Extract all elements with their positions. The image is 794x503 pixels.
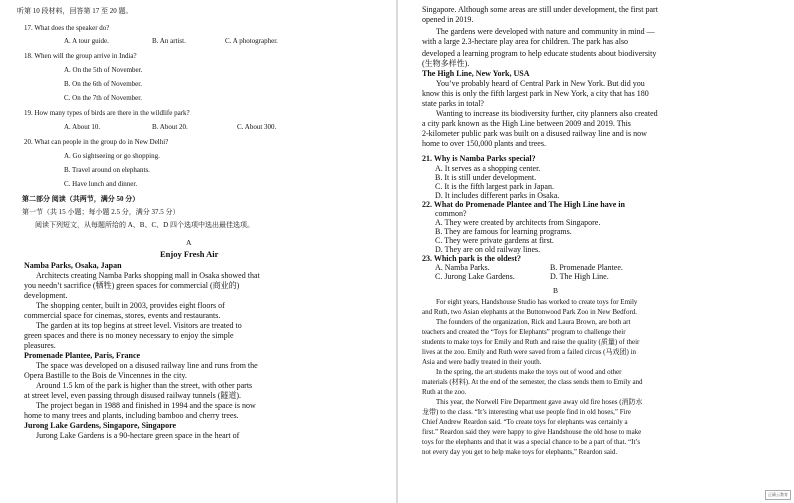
right-text-line: B. They are famous for learning programs. xyxy=(435,227,572,236)
right-text-line: B xyxy=(553,286,559,295)
left-text-line: C. About 300. xyxy=(237,123,277,131)
left-text-line: A xyxy=(186,238,192,247)
right-text-line: materials (材料). At the end of the semester, the class sends them to Emily and xyxy=(422,378,643,386)
right-text-line: This year, the Norwell Fire Department gave away old fire hoses (消防水 xyxy=(436,398,643,406)
right-text-line: The gardens were developed with nature and community in mind — xyxy=(436,27,655,36)
right-text-line: Chief Andrew Reardon said. “To create toys for elephants was certainly a xyxy=(422,418,628,426)
right-text-line: with a large 2.3-hectare play area for children. The park has also xyxy=(422,37,629,46)
left-text-line: Enjoy Fresh Air xyxy=(160,249,219,259)
right-text-line: toys for the elephants and that it was a special chance to be a part of that. “It’s xyxy=(422,438,641,446)
left-text-line: 第一节（共 15 小题；每小题 2.5 分，满分 37.5 分） xyxy=(22,208,180,216)
left-text-line: 20. What can people in the group do in New Delhi? xyxy=(24,138,169,146)
right-text-line: D. The High Line. xyxy=(550,272,609,281)
right-text-line: B. It is still under development. xyxy=(435,173,537,182)
left-text-line: 听第 10 段材料，回答第 17 至 20 题。 xyxy=(17,7,133,15)
left-text-line: A. About 10. xyxy=(64,123,101,131)
right-text-line: and Ruth, two Asian elephants at the Buttonwood Park Zoo in New Bedford. xyxy=(422,308,638,316)
right-text-line: C. They were private gardens at first. xyxy=(435,236,554,245)
left-text-line: C. A photographer. xyxy=(225,37,278,45)
left-text-line: A. Go sightseeing or go shopping. xyxy=(64,152,160,160)
left-text-line: green spaces and there is no money necessary to enjoy the simple xyxy=(24,331,234,340)
right-text-line: C. It is the fifth largest park in Japan. xyxy=(435,182,554,191)
page-gutter xyxy=(396,0,398,503)
left-text-line: you needn’t sacrifice (牺牲) green spaces for commercial (商业的) xyxy=(24,281,240,290)
right-text-line: D. They are on old railway lines. xyxy=(435,245,541,254)
right-text-line: In the spring, the art students make the toys out of wood and other xyxy=(436,368,622,376)
right-text-line: opened in 2019. xyxy=(422,15,474,24)
right-text-line: 21. Why is Namba Parks special? xyxy=(422,154,536,163)
right-text-line: A. Namba Parks. xyxy=(435,263,490,272)
right-text-line: C. Jurong Lake Gardens. xyxy=(435,272,515,281)
left-text-line: Promenade Plantee, Paris, France xyxy=(24,351,141,360)
right-text-line: know this is only the fifth largest park in New York, a city that has 180 xyxy=(422,89,649,98)
right-text-line: a city park known as the High Line between 2009 and 2019. This xyxy=(422,119,631,128)
left-text-line: 18. When will the group arrive in India? xyxy=(24,52,137,60)
left-text-line: B. An artist. xyxy=(152,37,186,45)
watermark-logo: 正确云教育 xyxy=(765,490,791,500)
right-text-line: Ruth at the zoo. xyxy=(422,388,467,396)
right-text-line: home to over 150,000 plants and trees. xyxy=(422,139,546,148)
right-text-line: For eight years, Handshouse Studio has worked to create toys for Emily xyxy=(436,298,638,306)
right-text-line: 22. What do Promenade Plantee and The High Line have in xyxy=(422,200,625,209)
right-text-line: teachers and created the “Toys for Elephants” program to challenge their xyxy=(422,328,626,336)
left-text-line: B. About 20. xyxy=(152,123,188,131)
left-text-line: The shopping center, built in 2003, provides eight floors of xyxy=(36,301,225,310)
right-text-line: You’ve probably heard of Central Park in New York. But did you xyxy=(436,79,645,88)
right-text-line: The founders of the organization, Rick and Laura Brown, are both art xyxy=(436,318,631,326)
left-text-line: Around 1.5 km of the park is higher than the street, with other parts xyxy=(36,381,253,390)
left-text-line: The project began in 1988 and finished in 1994 and the space is now xyxy=(36,401,256,410)
left-text-line: 第二部分 阅读（共两节，满分 50 分） xyxy=(22,195,140,203)
left-text-line: 19. How many types of birds are there in the wildlife park? xyxy=(24,109,190,117)
left-text-line: pleasures. xyxy=(24,341,56,350)
left-text-line: 17. What does the speaker do? xyxy=(24,24,110,32)
right-text-line: first.” Reardon said they were happy to give Handshouse the old hose to make xyxy=(422,428,642,436)
right-text-line: students to make toys for Emily and Ruth and raise the quality (质量) of their xyxy=(422,338,640,346)
right-text-line: lives at the zoo. Emily and Ruth were saved from a failed circus (马戏团) in xyxy=(422,348,637,356)
right-text-line: state parks in total? xyxy=(422,99,484,108)
left-text-line: B. Travel around on elephants. xyxy=(64,166,150,174)
left-text-line: C. Have lunch and dinner. xyxy=(64,180,138,188)
right-text-line: Singapore. Although some areas are still under development, the first part xyxy=(422,5,658,14)
left-text-line: Opera Bastille to the Bois de Vincennes in the city. xyxy=(24,371,187,380)
right-text-line: common? xyxy=(435,209,467,218)
right-text-line: (生物多样性). xyxy=(422,59,470,68)
right-text-line: B. Promenade Plantee. xyxy=(550,263,623,272)
left-text-line: home to many trees and plants, including bamboo and cherry trees. xyxy=(24,411,239,420)
left-text-line: The garden at its top begins at street level. Visitors are treated to xyxy=(36,321,242,330)
right-text-line: A. It serves as a shopping center. xyxy=(435,164,541,173)
right-text-line: not every day you get to help make toys for elephants,” Reardon said. xyxy=(422,448,618,456)
right-text-line: D. It includes different parks in Osaka. xyxy=(435,191,560,200)
left-text-line: commercial space for cinemas, stores, events and restaurants. xyxy=(24,311,221,320)
right-text-line: 2-kilometer public park was built on a disused railway line and is now xyxy=(422,129,647,138)
right-text-line: A. They were created by architects from Singapore. xyxy=(435,218,601,227)
right-text-line: The High Line, New York, USA xyxy=(422,69,530,78)
right-text-line: Wanting to increase its biodiversity further, city planners also created xyxy=(436,109,658,118)
right-text-line: developed a learning program to help educate students about biodiversity xyxy=(422,49,657,58)
left-text-line: B. On the 6th of November. xyxy=(64,80,142,88)
right-text-line: 龙带) to the class. “It’s interesting what use people find in old hoses,” Fire xyxy=(422,408,631,416)
left-text-line: Architects creating Namba Parks shopping mall in Osaka showed that xyxy=(36,271,260,280)
left-text-line: The space was developed on a disused railway line and runs from the xyxy=(36,361,258,370)
left-text-line: Jurong Lake Gardens, Singapore, Singapore xyxy=(24,421,177,430)
right-text-line: Asia and were badly treated in their youth. xyxy=(422,358,542,366)
left-text-line: Jurong Lake Gardens is a 90-hectare green space in the heart of xyxy=(36,431,240,440)
left-text-line: 阅读下列短文，从每题所给的 A、B、C、D 四个选项中选出最佳选项。 xyxy=(35,221,254,229)
left-text-line: C. On the 7th of November. xyxy=(64,94,142,102)
left-text-line: Namba Parks, Osaka, Japan xyxy=(24,261,122,270)
left-text-line: A. On the 5th of November. xyxy=(64,66,143,74)
right-text-line: 23. Which park is the oldest? xyxy=(422,254,521,263)
left-text-line: A. A tour guide. xyxy=(64,37,109,45)
left-text-line: at street level, even passing through disused railway tunnels (隧道). xyxy=(24,391,242,400)
left-text-line: development. xyxy=(24,291,68,300)
